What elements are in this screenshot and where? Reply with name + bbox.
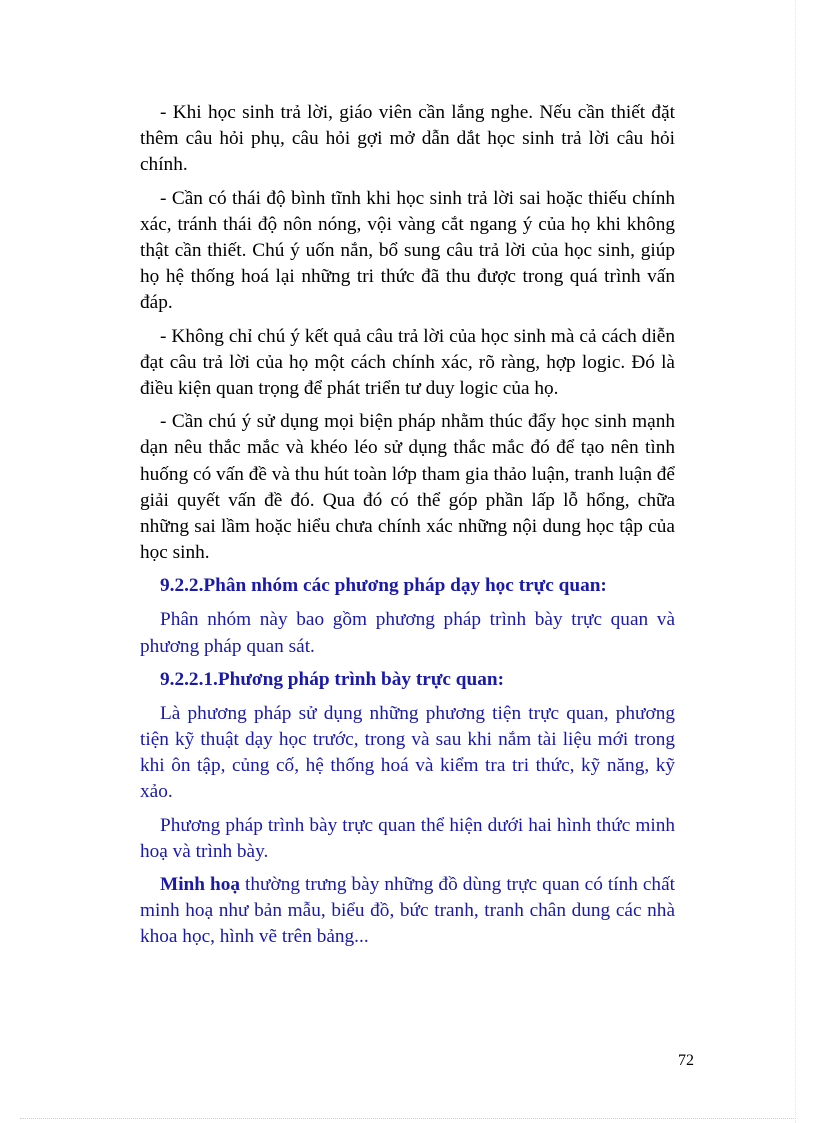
- paragraph-encourage-questions: - Cần chú ý sử dụng mọi biện pháp nhằm thúc đẩy học sinh mạnh dạn nêu thắc mắc và khéo léo sử dụng thắc mắc đó để tạo nên tình huống có vấn đề và thu hút toàn lớp tham gia thảo luận, tranh luận để giải quyết vấn đề đó. Qua đó có thể góp phần lấp lỗ hổng, chữa những sai lầm hoặc hiểu chưa chính xác những nội dung học tập của học sinh.: [140, 411, 675, 564]
- paragraph-method-definition: Là phương pháp sử dụng những phương tiện trực quan, phương tiện kỹ thuật dạy học trước, trong và sau khi nắm tài liệu mới trong khi ôn tập, củng cố, hệ thống hoá và kiểm tra tri thức, kỹ năng, kỹ xảo.: [140, 702, 675, 803]
- paragraph-group-intro: Phân nhóm này bao gồm phương pháp trình bày trực quan và phương pháp quan sát.: [140, 609, 675, 657]
- subsection-heading-visual-presentation: 9.2.2.1.Phương pháp trình bày trực quan:: [160, 668, 504, 690]
- paragraph-two-forms: Phương pháp trình bày trực quan thể hiện dưới hai hình thức minh hoạ và trình bày.: [140, 814, 675, 862]
- page-number: 72: [678, 1052, 694, 1069]
- page-content: [140, 100, 675, 958]
- section-heading-visual-methods: 9.2.2.Phân nhóm các phương pháp dạy học trực quan:: [160, 575, 607, 597]
- paragraph-calm-attitude: - Cần có thái độ bình tĩnh khi học sinh trả lời sai hoặc thiếu chính xác, tránh thái độ nôn nóng, vội vàng cắt ngang ý của họ khi không thật cần thiết. Chú ý uốn nắn, bổ sung câu trả lời của học sinh, giúp họ hệ thống hoá lại những tri thức đã thu được trong quá trình vấn đáp.: [140, 187, 675, 314]
- page-edge-rule: [795, 0, 796, 1123]
- paragraph-listen: - Khi học sinh trả lời, giáo viên cần lắng nghe. Nếu cần thiết đặt thêm câu hỏi phụ, câu hỏi gợi mở dẫn dắt học sinh trả lời câu hỏi chính.: [140, 102, 675, 176]
- paragraph-illustration: [140, 872, 675, 951]
- illustration-lead-term: Minh hoạ: [160, 874, 241, 896]
- page-bottom-rule: [20, 1118, 796, 1119]
- paragraph-expression: - Không chỉ chú ý kết quả câu trả lời của học sinh mà cả cách diễn đạt câu trả lời của họ một cách chính xác, rõ ràng, hợp logic. Đó là điều kiện quan trọng để phát triển tư duy logic của họ.: [140, 325, 675, 400]
- illustration-description: thường trưng bày những đồ dùng trực quan có tính chất minh hoạ như bản mẫu, biểu đồ, bức tranh, tranh chân dung các nhà khoa học, hình vẽ trên bảng...: [140, 874, 675, 948]
